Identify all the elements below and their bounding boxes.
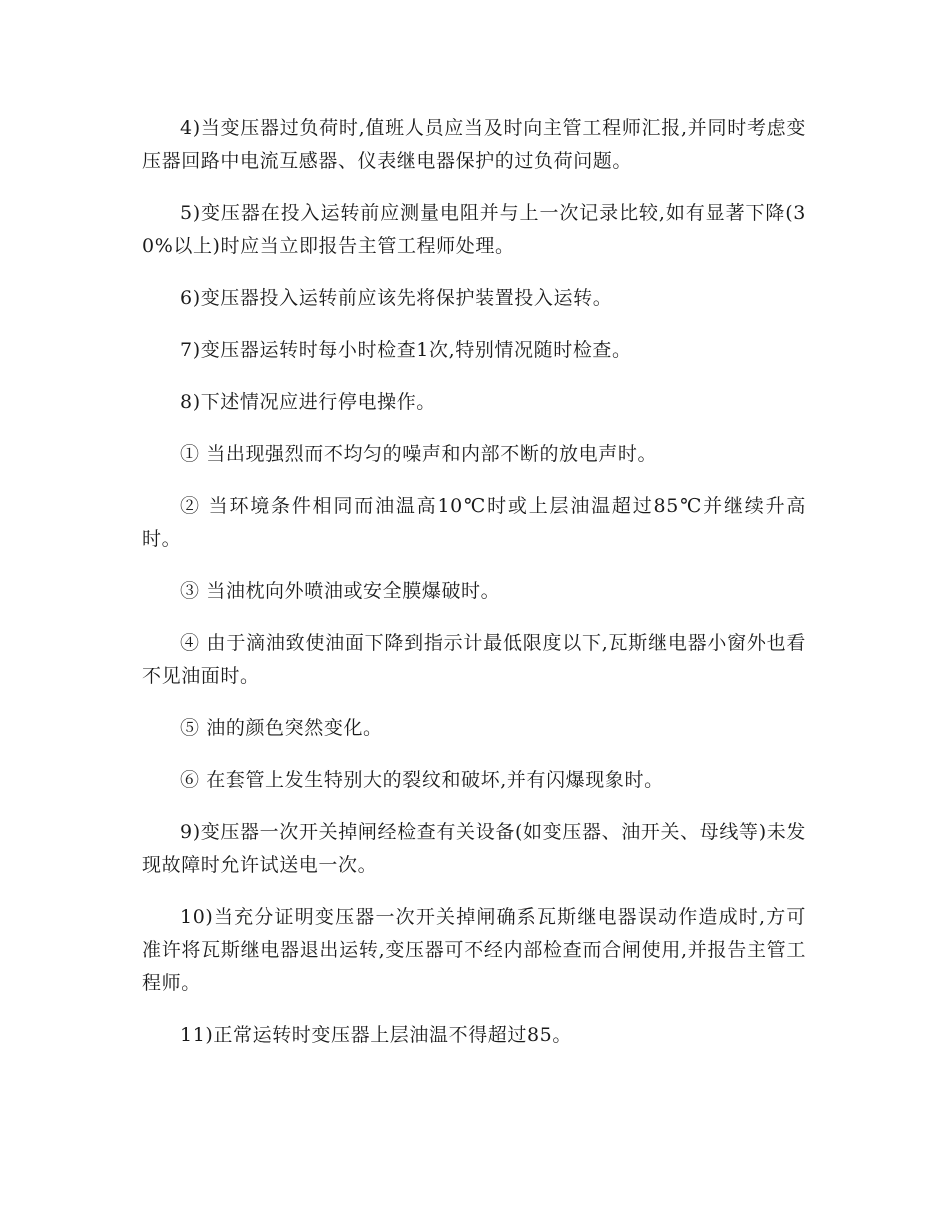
paragraph-subitem-6: ⑥ 在套管上发生特别大的裂纹和破坏,并有闪爆现象时。	[180, 769, 664, 791]
paragraph-subitem-1: ① 当出现强烈而不均匀的噪声和内部不断的放电声时。	[180, 443, 658, 465]
paragraph-item-11: 11)正常运转时变压器上层油温不得超过85。	[180, 1024, 572, 1046]
paragraph-subitem-5: ⑤ 油的颜色突然变化。	[180, 717, 383, 739]
paragraph-item-8: 8)下述情况应进行停电操作。	[180, 391, 436, 413]
paragraph-subitem-2: ② 当环境条件相同而油温高10℃时或上层油温超过85℃并继续升高时。	[142, 495, 806, 550]
paragraph-item-6: 6)变压器投入运转前应该先将保护装置投入运转。	[180, 287, 613, 309]
paragraph-subitem-3: ③ 当油枕向外喷油或安全膜爆破时。	[180, 580, 501, 602]
paragraph-item-4: 4)当变压器过负荷时,值班人员应当及时向主管工程师汇报,并同时考虑变压器回路中电流互感器、仪表继电器保护的过负荷问题。	[142, 117, 806, 172]
paragraph-item-10: 10)当充分证明变压器一次开关掉闸确系瓦斯继电器误动作造成时,方可准许将瓦斯继电器退出运转,变压器可不经内部检查而合闸使用,并报告主管工程师。	[142, 906, 806, 994]
paragraph-item-9: 9)变压器一次开关掉闸经检查有关设备(如变压器、油开关、母线等)未发现故障时允许试送电一次。	[142, 821, 806, 876]
document-body	[142, 112, 806, 1071]
paragraph-item-5: 5)变压器在投入运转前应测量电阻并与上一次记录比较,如有显著下降(30%以上)时应当立即报告主管工程师处理。	[142, 202, 806, 257]
paragraph-subitem-4: ④ 由于滴油致使油面下降到指示计最低限度以下,瓦斯继电器小窗外也看不见油面时。	[142, 632, 806, 687]
paragraph-item-7: 7)变压器运转时每小时检查1次,特别情况随时检查。	[180, 339, 632, 361]
